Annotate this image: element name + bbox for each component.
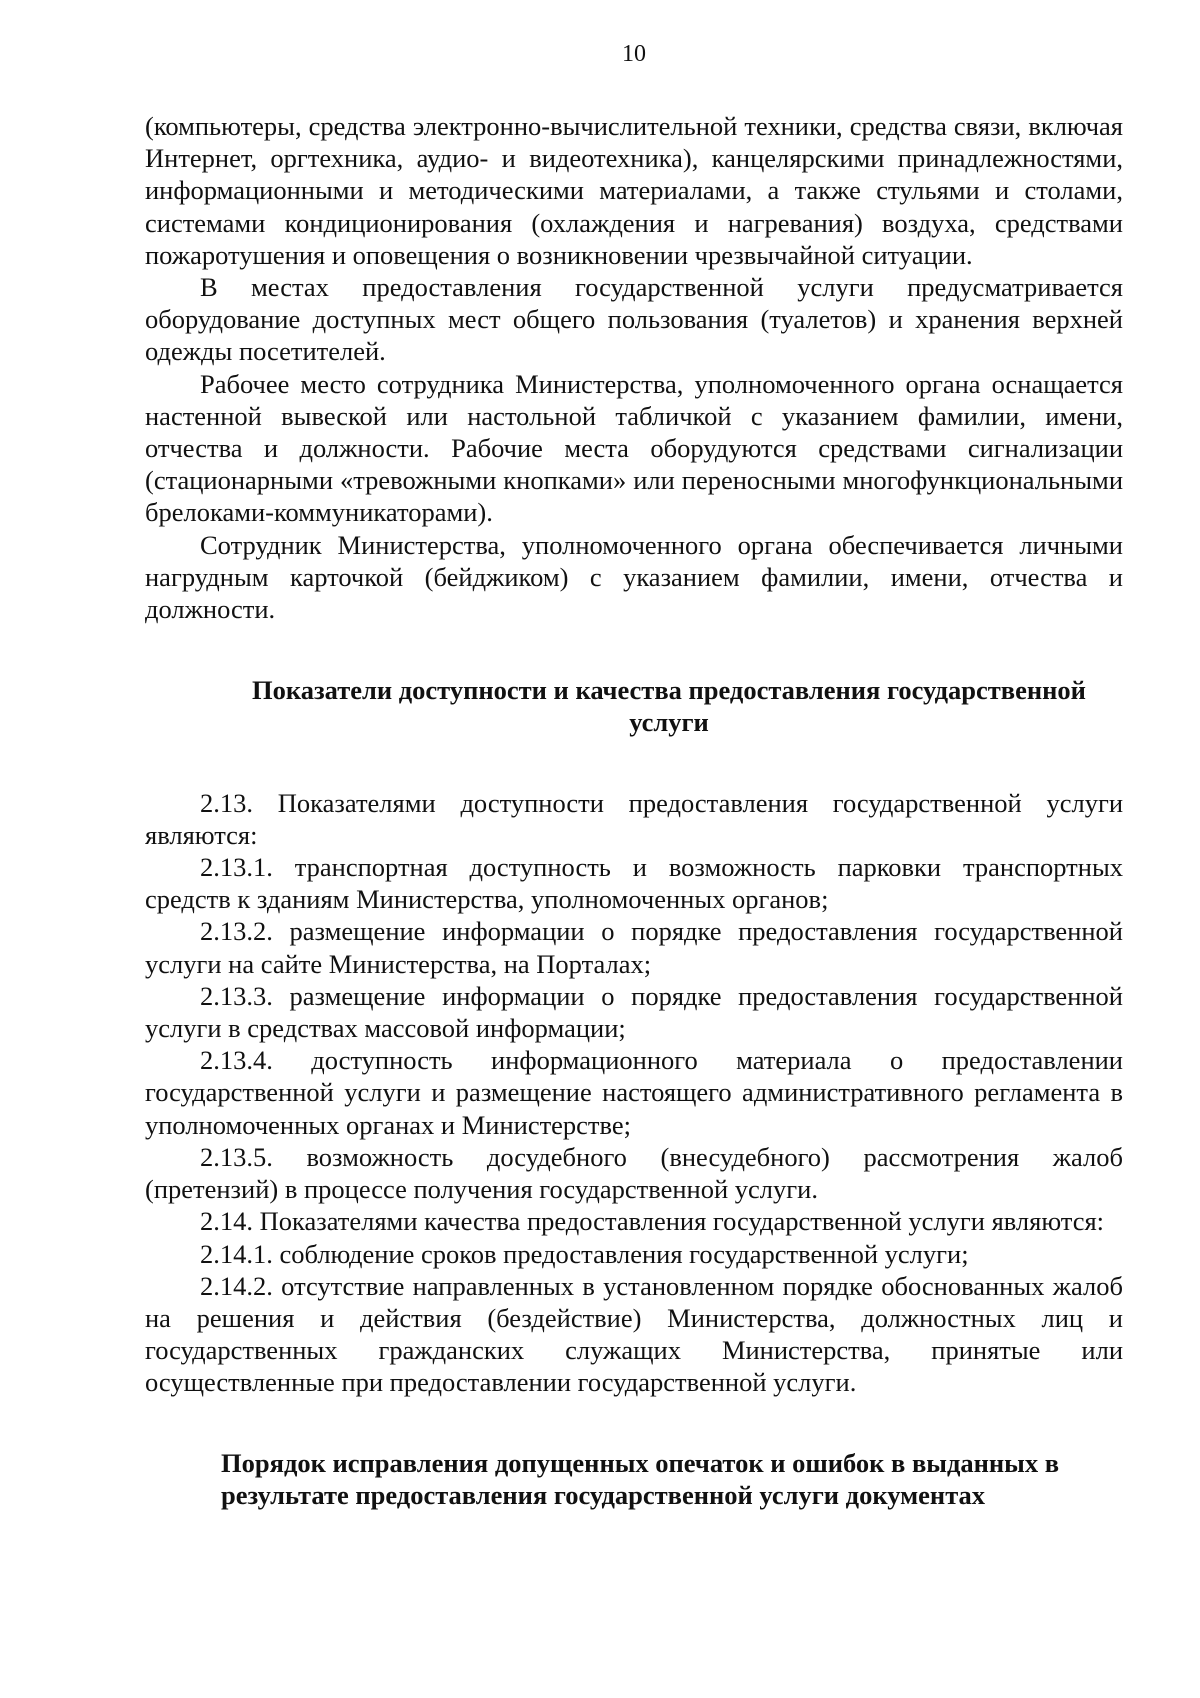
paragraph-2-14-2: 2.14.2. отсутствие направленных в установленном порядке обоснованных жалоб на решения и действия (бездействие) Министерства, должностных лиц и государственных гражданских служащих Министерства, принятые или осуществленные при предоставлении государственной услуги. — [145, 1270, 1123, 1398]
document-body — [145, 110, 1123, 1511]
section-heading-accessibility: Показатели доступности и качества предоставления государственной услуги — [252, 675, 1086, 738]
paragraph-2-13: 2.13. Показателями доступности предоставления государственной услуги являются: — [145, 787, 1123, 850]
paragraph-workplace: Рабочее место сотрудника Министерства, уполномоченного органа оснащается настенной вывеской или настольной табличкой с указанием фамилии, имени, отчества и должности. Рабочие места оборудуются средствами сигнализации (стационарными «тревожными кнопками» или переносными многофункциональными брелоками-коммуникаторами). — [145, 368, 1123, 528]
paragraph-public-facilities: В местах предоставления государственной услуги предусматривается оборудование доступных мест общего пользования (туалетов) и хранения верхней одежды посетителей. — [145, 272, 1123, 367]
paragraph-2-14-1: 2.14.1. соблюдение сроков предоставления государственной услуги; — [200, 1238, 969, 1269]
paragraph-2-13-5: 2.13.5. возможность досудебного (внесудебного) рассмотрения жалоб (претензий) в процессе получения государственной услуги. — [145, 1141, 1123, 1205]
section-heading-corrections: Порядок исправления допущенных опечаток и ошибок в выданных в результате предоставления государственной услуги документах — [221, 1447, 1060, 1510]
paragraph-equipment-list: (компьютеры, средства электронно-вычислительной техники, средства связи, включая Интернет, оргтехника, аудио- и видеотехника), канцелярскими принадлежностями, информационными и методическими материалами, а также стульями и столами, системами кондиционирования (охлаждения и нагревания) воздуха, средствами пожаротушения и оповещения о возникновении чрезвычайной ситуации. — [145, 111, 1123, 270]
page-number: 10 — [622, 41, 646, 67]
paragraph-2-13-2: 2.13.2. размещение информации о порядке предоставления государственной услуги на сайте Министерства, на Порталах; — [145, 916, 1123, 979]
paragraph-2-14: 2.14. Показателями качества предоставления государственной услуги являются: — [200, 1206, 1105, 1237]
paragraph-2-13-3: 2.13.3. размещение информации о порядке предоставления государственной услуги в средствах массовой информации; — [145, 980, 1123, 1044]
paragraph-2-13-1: 2.13.1. транспортная доступность и возможность парковки транспортных средств к зданиям Министерства, уполномоченных органов; — [145, 852, 1123, 915]
paragraph-2-13-4: 2.13.4. доступность информационного материала о предоставлении государственной услуги и размещение настоящего административного регламента в уполномоченных органах и Министерстве; — [145, 1045, 1123, 1140]
paragraph-employee-badge: Сотрудник Министерства, уполномоченного органа обеспечивается личными нагрудным карточкой (бейджиком) с указанием фамилии, имени, отчества и должности. — [145, 529, 1123, 625]
